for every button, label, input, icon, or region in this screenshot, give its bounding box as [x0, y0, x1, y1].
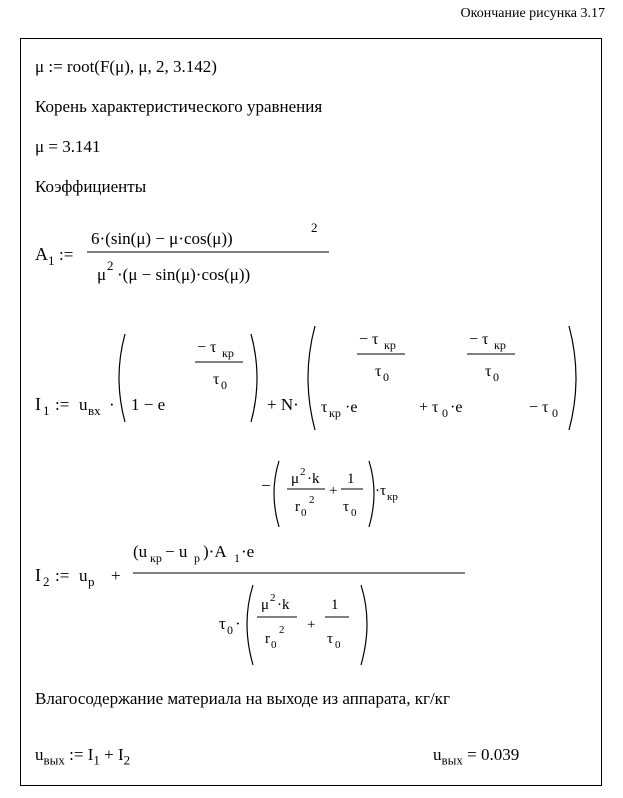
i1-tau0-3: τ	[485, 363, 492, 380]
a1-denominator-b: ·(μ − sin(μ)·cos(μ))	[117, 265, 251, 284]
i2-num-sub-kr: кр	[150, 551, 162, 565]
i2-den-r0: r	[265, 631, 270, 647]
u-out-plus: +	[104, 745, 114, 764]
root-definition: μ := root(F(μ), μ, 2, 3.142)	[35, 57, 217, 76]
i1-neg-tau-1: − τ	[197, 339, 217, 356]
i2-den-tau0-b: τ	[327, 631, 334, 647]
i2-den-r0-exp: 2	[279, 624, 285, 636]
i2-u-p-sub: р	[88, 574, 95, 589]
i2-exp-paren-right	[369, 461, 374, 527]
u-out-definition	[35, 745, 130, 768]
i1-tau0-sub-2: 0	[383, 370, 389, 384]
i2-num-e: ·e	[241, 542, 255, 561]
u-out-assign: :=	[69, 745, 84, 764]
i2-exp-tau-kr-sub: кр	[387, 491, 398, 503]
i2-den-r0-sub: 0	[271, 639, 277, 651]
i2-exp-plus: +	[329, 483, 338, 499]
i1-u-in: u	[79, 395, 88, 414]
i1-dot: ·	[109, 395, 115, 414]
i2-den-plus: +	[307, 617, 316, 633]
i1-plus-n: + N·	[267, 395, 299, 414]
u-out-result-sub: вых	[441, 752, 463, 768]
a1-formula	[29, 214, 359, 294]
i1-u-in-sub: вх	[88, 403, 101, 418]
i2-den-tau0-sub: 0	[227, 623, 233, 637]
i1-neg-tau-2: − τ	[359, 331, 379, 348]
i2-exp-one: 1	[347, 471, 355, 487]
i1-lhs: I	[35, 394, 41, 414]
i2-exp-tau0: τ	[343, 499, 350, 515]
i2-exp-r0: r	[295, 499, 300, 515]
u-out-rhs-a: I	[87, 745, 94, 764]
i2-num-paren: (u	[133, 542, 148, 561]
i2-den-tau0-b-sub: 0	[335, 639, 341, 651]
i2-assign: :=	[55, 566, 70, 585]
i2-plus: +	[111, 566, 121, 585]
i1-tau-kr-sub: кр	[329, 406, 341, 420]
i1-tau0-sub-4: 0	[493, 370, 499, 384]
i2-num-tail: )·A	[203, 542, 227, 561]
i1-plus-tau0-e: + τ	[419, 399, 439, 416]
i1-tau0-sub-3: 0	[442, 406, 448, 420]
i1-paren-right-1	[251, 334, 257, 422]
i1-tau-kr-e: ·e	[345, 399, 358, 416]
moisture-heading: Влагосодержание материала на выходе из аппарата, кг/кг	[35, 689, 450, 708]
i2-formula	[29, 457, 499, 677]
i2-lhs-sub: 2	[43, 574, 50, 589]
i2-den-mu: μ	[261, 597, 270, 613]
i1-tau-sub-kr-1: кр	[222, 346, 234, 360]
i2-den-one: 1	[331, 597, 339, 613]
i1-neg-tau-3: − τ	[469, 331, 489, 348]
i2-den-dot: ·	[235, 614, 241, 633]
worksheet-frame	[20, 38, 602, 786]
i1-paren-left-1	[119, 334, 125, 422]
root-heading: Корень характеристического уравнения	[35, 97, 323, 116]
i1-lhs-sub: 1	[43, 403, 50, 418]
u-out-lhs: u	[35, 745, 44, 764]
i1-formula	[29, 314, 599, 434]
i1-tau-kr: τ	[321, 399, 328, 416]
i2-lhs: I	[35, 565, 41, 585]
u-out-rhs-b-sub: 2	[123, 752, 131, 768]
a1-assign: :=	[59, 245, 74, 264]
figure-caption: Окончание рисунка 3.17	[460, 6, 605, 21]
i1-minus-tau0: − τ	[529, 399, 549, 416]
a1-lhs: A	[35, 244, 48, 264]
i2-exp-mu: μ	[291, 471, 300, 487]
u-out-rhs-a-sub: 1	[93, 752, 100, 768]
i2-den-mu-exp: 2	[270, 592, 276, 604]
i2-num-sub-p: р	[194, 551, 200, 565]
u-out-result-value: = 0.039	[467, 745, 520, 764]
u-out-rhs-b: I	[117, 745, 124, 764]
i1-tau0-sub-1: 0	[221, 378, 227, 392]
i2-num-tail-sub: 1	[234, 551, 240, 565]
i1-tau0-2: τ	[375, 363, 382, 380]
i2-u-p: u	[79, 566, 88, 585]
i2-exp-paren-left	[274, 461, 279, 527]
i2-num-minus: − u	[165, 542, 188, 561]
u-out-result-name: u	[433, 745, 442, 764]
u-out-lhs-sub: вых	[43, 752, 65, 768]
a1-numerator-exp: 2	[311, 220, 318, 235]
i2-exp-r0-sub: 0	[301, 507, 307, 519]
a1-numerator: 6·(sin(μ) − μ·cos(μ))	[91, 229, 233, 248]
i2-exp-r0-exp: 2	[309, 494, 315, 506]
i2-exp-k: ·k	[307, 471, 320, 487]
i1-paren-right-2	[569, 326, 576, 430]
i2-den-paren-left	[247, 585, 253, 665]
i2-exp-tau-kr: ·τ	[375, 483, 387, 499]
i1-tau0-1: τ	[213, 371, 220, 388]
a1-denominator-a: μ	[97, 265, 107, 284]
i1-e-dot: ·e	[450, 399, 463, 416]
i2-exp-tau0-sub: 0	[351, 507, 357, 519]
i2-den-paren-right	[361, 585, 367, 665]
i1-one-minus-e: 1 − e	[131, 395, 166, 414]
i1-tau-sub-kr-3: кр	[494, 338, 506, 352]
i1-tau0-sub-5: 0	[552, 406, 558, 420]
a1-denominator-exp: 2	[107, 258, 114, 273]
i1-paren-left-2	[308, 326, 315, 430]
u-out-result	[433, 745, 519, 768]
mu-result: μ = 3.141	[35, 137, 101, 156]
i1-assign: :=	[55, 395, 70, 414]
i2-exp-minus: −	[261, 476, 271, 495]
coefficients-heading: Коэффициенты	[35, 177, 147, 196]
i1-tau-sub-kr-2: кр	[384, 338, 396, 352]
i2-den-tau0: τ	[219, 614, 226, 633]
i2-exp-mu-exp: 2	[300, 466, 306, 478]
a1-lhs-sub: 1	[48, 253, 55, 268]
i2-den-k: ·k	[277, 597, 290, 613]
